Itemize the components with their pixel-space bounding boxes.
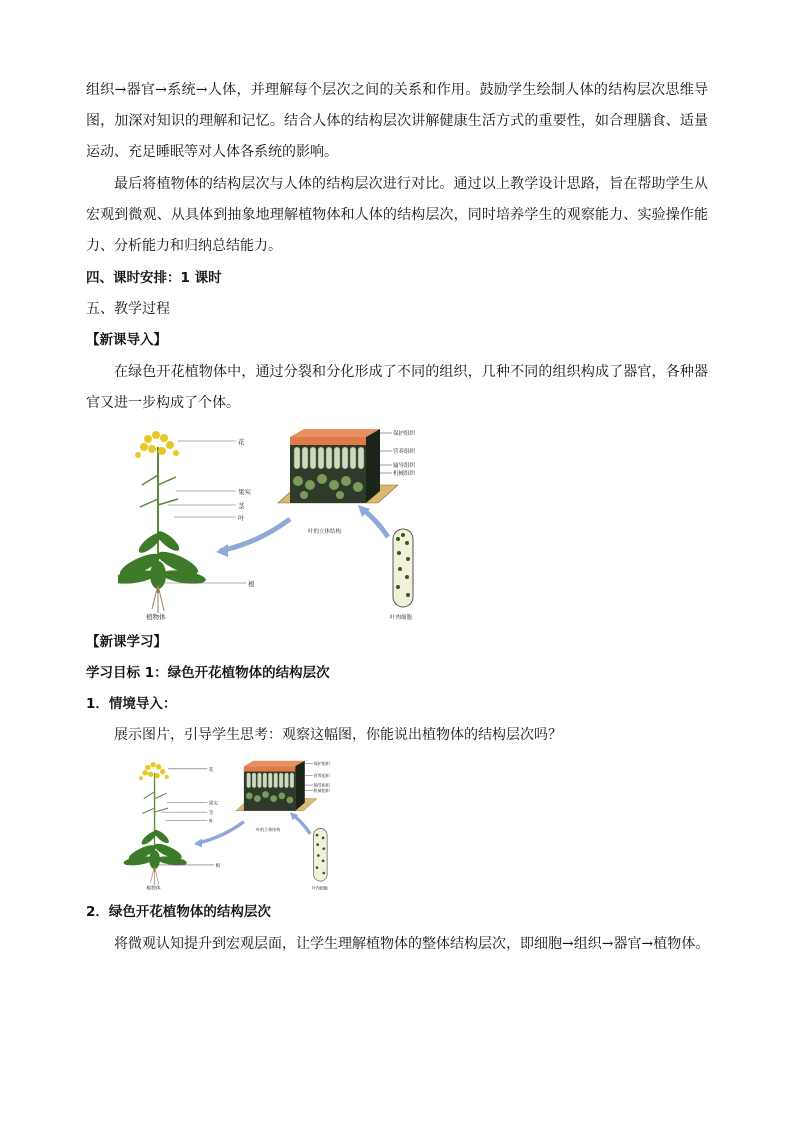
label-stem: 茎 bbox=[208, 811, 214, 817]
plant-structure-figure-small bbox=[118, 758, 340, 892]
label-protective-tissue: 保护组织 bbox=[393, 431, 416, 437]
label-flower: 花 bbox=[238, 438, 245, 446]
paragraph-human-structure: 组织→器官→系统→人体，并理解每个层次之间的关系和作用。鼓励学生绘制人体的结构层次思维导图，加深对知识的理解和记忆。结合人体的结构层次讲解健康生活方式的重要性，如合理膳食、适量运动、充足睡眠等对人体各系统的影响。 bbox=[86, 82, 708, 160]
plant-illustration bbox=[118, 431, 207, 613]
paragraph-comparison: 最后将植物体的结构层次与人体的结构层次进行对比。通过以上教学设计思路，旨在帮助学生从宏观到微观、从具体到抽象地理解植物体和人体的结构层次，同时培养学生的观察能力、实验操作能力、分析能力和归纳总结能力。 bbox=[86, 176, 708, 254]
label-leaf-structure: 叶的立体结构 bbox=[256, 827, 281, 833]
arrow-leaf-to-plant bbox=[220, 519, 290, 551]
label-nutrient-tissue: 营养组织 bbox=[313, 772, 330, 778]
paragraph-step-1: 展示图片，引导学生思考：观察这幅图，你能说出植物体的结构层次吗？ bbox=[114, 727, 562, 743]
label-stem: 茎 bbox=[238, 502, 245, 510]
label-conductive-tissue: 输导组织 bbox=[313, 782, 330, 788]
label-protective-tissue: 保护组织 bbox=[313, 760, 330, 766]
leaf-rosette bbox=[118, 528, 207, 589]
label-plant: 植物体 bbox=[146, 886, 161, 892]
paragraph-intro: 在绿色开花植物体中，通过分裂和分化形成了不同的组织，几种不同的组织构成了器官，各种器官又进一步构成了个体。 bbox=[86, 364, 708, 411]
label-leaf-structure: 叶的立体结构 bbox=[308, 529, 342, 535]
label-leaf: 叶 bbox=[208, 819, 214, 825]
label-fruit: 果实 bbox=[238, 488, 251, 496]
label-leaf: 叶 bbox=[238, 514, 245, 522]
label-root: 根 bbox=[248, 580, 255, 588]
label-mechanical-tissue: 机械组织 bbox=[313, 787, 330, 793]
heading-learning-goal-1: 学习目标 1：绿色开花植物体的结构层次 bbox=[86, 665, 330, 681]
arrow-head-left bbox=[216, 544, 228, 557]
leaf-3d-structure bbox=[278, 429, 398, 503]
label-root: 根 bbox=[215, 863, 221, 869]
label-fruit: 果实 bbox=[208, 801, 219, 807]
heading-class-hours: 四、课时安排：1 课时 bbox=[86, 270, 222, 286]
label-mesophyll-cell: 叶肉细胞 bbox=[390, 615, 413, 621]
mesophyll-cell bbox=[393, 529, 413, 607]
heading-teaching-process: 五、教学过程 bbox=[86, 301, 170, 317]
heading-new-lesson-study: 【新课学习】 bbox=[86, 634, 167, 650]
label-plant: 植物体 bbox=[146, 613, 166, 621]
tissue-leader-lines bbox=[380, 433, 392, 473]
heading-new-lesson-intro: 【新课导入】 bbox=[86, 332, 167, 348]
label-mechanical-tissue: 机械组织 bbox=[393, 471, 416, 477]
label-nutrient-tissue: 营养组织 bbox=[393, 449, 416, 455]
label-mesophyll-cell: 叶肉细胞 bbox=[311, 885, 328, 891]
heading-step-2: 2．绿色开花植物体的结构层次 bbox=[86, 904, 271, 920]
arrow-cell-to-leaf bbox=[362, 509, 388, 537]
label-flower: 花 bbox=[208, 767, 214, 773]
paragraph-step-2: 将微观认知提升到宏观层面，让学生理解植物体的整体结构层次，即细胞→组织→器官→植物体。 bbox=[114, 936, 710, 952]
label-conductive-tissue: 输导组织 bbox=[393, 463, 416, 469]
heading-step-1: 1．情境导入： bbox=[86, 696, 177, 712]
plant-structure-figure-large bbox=[118, 425, 418, 623]
